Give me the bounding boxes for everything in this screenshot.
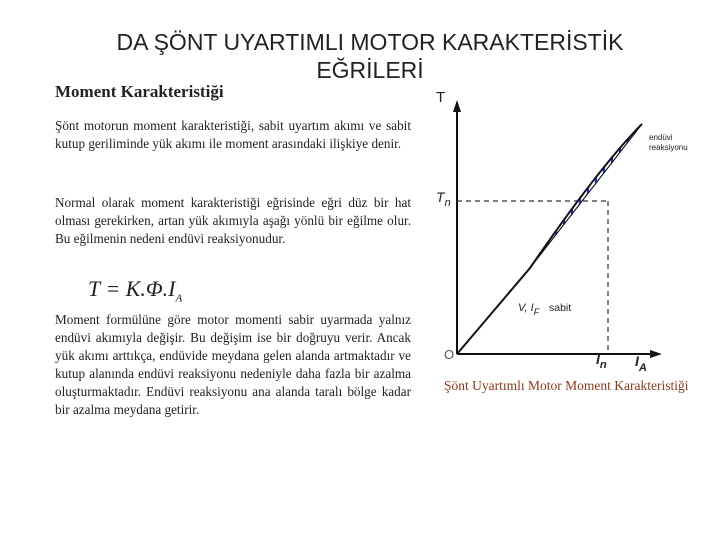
in-label: $I_n$ (596, 351, 607, 371)
paragraph-definition: Şönt motorun moment karakteristiği, sabit uyartım akımı ve sabit kutup geriliminde yük akımı ile moment arasındaki ilişkiye denir. (55, 118, 411, 151)
slide-subtitle: Moment Karakteristiği (55, 82, 224, 101)
ideal-torque-line (530, 124, 642, 268)
armature-reaction-hatching (540, 118, 636, 288)
formula-subscript: A (175, 292, 183, 305)
ia-label: $I_A$ (635, 353, 647, 374)
origin-label: O (444, 347, 455, 362)
torque-characteristic-diagram (430, 88, 688, 378)
tn-label: $T_n$ (436, 189, 451, 209)
y-axis-label: T (436, 89, 446, 106)
y-axis-arrow (453, 100, 461, 112)
torque-formula (88, 276, 182, 304)
reaction-label-line2: reaksiyonu (649, 143, 688, 152)
guide-lines (457, 201, 608, 354)
diagram-caption: Şönt Uyartımlı Motor Moment Karakteristiği (444, 378, 689, 393)
x-axis-arrow (650, 350, 662, 358)
formula-main: T = K.Φ.I (88, 276, 176, 301)
vif-label: V, $I_F$ (518, 302, 540, 317)
paragraph-curvature: Normal olarak moment karakteristiği eğrisinde eğri düz bir hat olması gerekirken, artan yük akımıyla aşağı yönlü bir eğilme olur. Bu eğilmenin nedeni endüvi reaksiyonudur. (55, 195, 411, 246)
slide-title: DA ŞÖNT UYARTIMLI MOTOR KARAKTERİSTİK EĞRİLERİ (116, 29, 624, 83)
paragraph-explanation: Moment formülüne göre motor momenti sabir uyarmada yalnız endüvi akımıyla değişir. Bu değişim ise bir doğruyu verir. Ancak yük akımı arttıkça, endüvide meydana gelen alanda artmaktadır ve kutup alanında endüvi reaksiyonu nedeniyle daha fazla bir azalma oluşturmaktadır. Endüvi reaksiyonu ana alanda taralı bölge kadar bir azalma meydana getirir. (55, 312, 411, 417)
reaction-label-line1: endüvi (649, 133, 673, 142)
sabit-label: sabit (549, 302, 572, 314)
